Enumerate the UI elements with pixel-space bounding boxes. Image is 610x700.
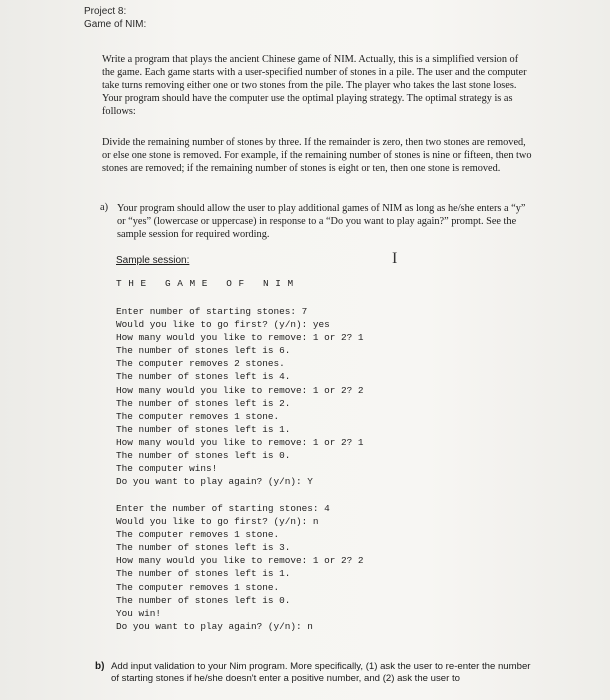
session-line: The number of stones left is 0. bbox=[116, 450, 291, 462]
sample-session-label: Sample session: bbox=[116, 255, 190, 266]
session-line: How many would you like to remove: 1 or 2? 1 bbox=[116, 332, 364, 344]
session-line: You win! bbox=[116, 607, 162, 619]
session-line: The computer removes 1 stone. bbox=[116, 529, 280, 541]
project-title: Project 8: bbox=[84, 6, 127, 17]
session-line: The number of stones left is 4. bbox=[116, 371, 291, 383]
session-line: The computer removes 1 stone. bbox=[116, 581, 280, 593]
session-line: Would you like to go first? (y/n): n bbox=[116, 516, 319, 528]
part-b-text: Add input validation to your Nim program. More specifically, (1) ask the user to re-enter the number of starting stones if he/she doesn't enter a positive number, and (2) ask the user to bbox=[111, 661, 531, 684]
text-cursor-icon: I bbox=[392, 250, 398, 267]
sample-game-1 bbox=[116, 305, 364, 488]
session-line: The computer removes 1 stone. bbox=[116, 410, 280, 422]
session-line: The computer wins! bbox=[116, 463, 218, 475]
session-line: How many would you like to remove: 1 or 2? 1 bbox=[116, 436, 364, 448]
project-subtitle: Game of NIM: bbox=[84, 19, 147, 30]
session-line: The number of stones left is 2. bbox=[116, 397, 291, 409]
part-b-marker: b) bbox=[95, 661, 105, 672]
session-line: The number of stones left is 1. bbox=[116, 423, 291, 435]
session-line: The number of stones left is 1. bbox=[116, 568, 291, 580]
session-line: The number of stones left is 3. bbox=[116, 542, 291, 554]
strategy-paragraph: Divide the remaining number of stones by three. If the remainder is zero, then two stones are removed, or else one stone is removed. For example, if the remaining number of stones is nine or fifteen, then two stones are removed; if the remaining number of stones is eight or ten, then one stone is removed. bbox=[102, 137, 532, 174]
session-line: How many would you like to remove: 1 or 2? 2 bbox=[116, 555, 364, 567]
session-line: Enter the number of starting stones: 4 bbox=[116, 503, 330, 514]
part-a-marker: a) bbox=[100, 202, 108, 213]
session-line: The computer removes 2 stones. bbox=[116, 358, 285, 370]
sample-game-2 bbox=[116, 502, 364, 633]
game-banner: T H E G A M E O F N I M bbox=[116, 278, 294, 289]
session-line: The number of stones left is 0. bbox=[116, 594, 291, 606]
session-line: Do you want to play again? (y/n): Y bbox=[116, 476, 313, 488]
intro-paragraph: Write a program that plays the ancient Chinese game of NIM. Actually, this is a simplified version of the game. Each game starts with a user-specified number of stones in a pile. The user and the computer take turns removing either one or two stones from the pile. The player who takes the last stone loses. Your program should have the computer use the optimal playing strategy. The optimal strategy is as follows: bbox=[102, 54, 527, 117]
session-line: Do you want to play again? (y/n): n bbox=[116, 620, 313, 632]
session-line: The number of stones left is 6. bbox=[116, 345, 291, 357]
session-line: Enter number of starting stones: 7 bbox=[116, 306, 308, 317]
session-line: Would you like to go first? (y/n): yes bbox=[116, 319, 330, 331]
session-line: How many would you like to remove: 1 or 2? 2 bbox=[116, 384, 364, 396]
part-a-text: Your program should allow the user to play additional games of NIM as long as he/she enters a “y” or “yes” (lowercase or uppercase) in response to a “Do you want to play again?” prompt. See the sample session for required wording. bbox=[117, 203, 526, 240]
